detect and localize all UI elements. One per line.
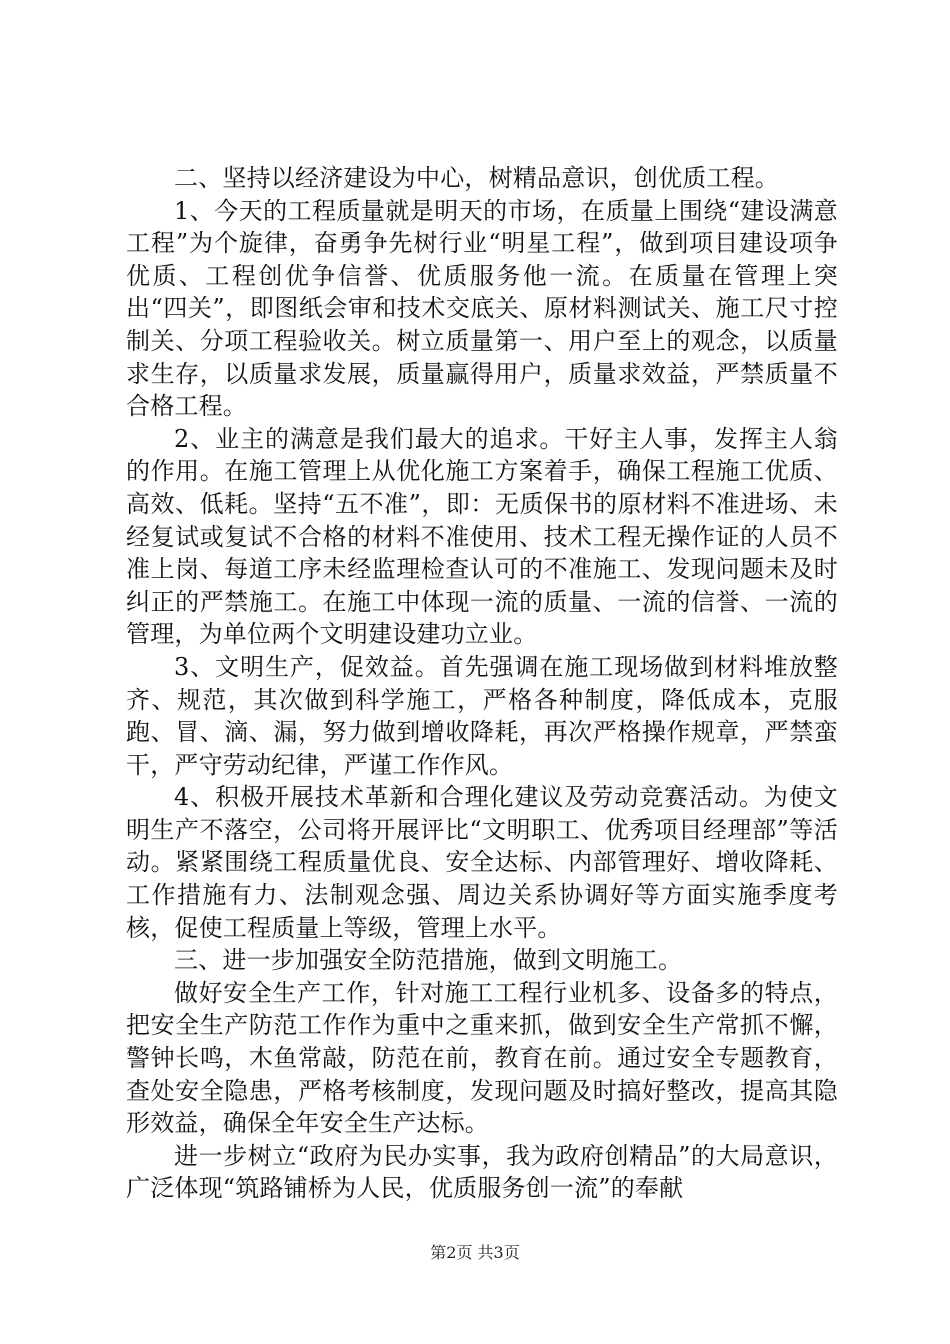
paragraph-item-1: 1、今天的工程质量就是明天的市场，在质量上围绕“建设满意工程”为个旋律，奋勇争先树行业“明星工程”，做到项目建设项争优质、工程创优争信誉、优质服务他一流。在质量在管理上突出“四关”，即图纸会审和技术交底关、原材料测试关、施工尺寸控制关、分项工程验收关。树立质量第一、用户至上的观念，以质量求生存，以质量求发展，质量赢得用户，质量求效益，严禁质量不合格工程。 — [126, 196, 838, 421]
paragraph-awareness: 进一步树立“政府为民办实事，我为政府创精品”的大局意识，广泛体现“筑路铺桥为人民，优质服务创一流”的奉献 — [126, 1141, 838, 1203]
document-body — [126, 162, 838, 1205]
page-number-footer: 第2页 共3页 — [430, 1243, 520, 1262]
paragraph-item-3: 3、文明生产，促效益。首先强调在施工现场做到材料堆放整齐、规范，其次做到科学施工，严格各种制度，降低成本，克服跑、冒、滴、漏，努力做到增收降耗，再次严格操作规章，严禁蛮干，严守劳动纪律，严谨工作作风。 — [126, 652, 838, 779]
section-heading-3: 三、进一步加强安全防范措施，做到文明施工。 — [174, 946, 683, 975]
section-heading-2: 二、坚持以经济建设为中心，树精品意识，创优质工程。 — [174, 164, 779, 192]
paragraph-safety: 做好安全生产工作，针对施工工程行业机多、设备多的特点，把安全生产防范工作作为重中之重来抓，做到安全生产常抓不懈，警钟长鸣，木鱼常敲，防范在前，教育在前。通过安全专题教育，查处安全隐患，严格考核制度，发现问题及时搞好整改，提高其隐形效益，确保全年安全生产达标。 — [126, 978, 838, 1138]
paragraph-item-2: 2、业主的满意是我们最大的追求。干好主人事，发挥主人翁的作用。在施工管理上从优化施工方案着手，确保工程施工优质、高效、低耗。坚持“五不准”，即：无质保书的原材料不准进场、未经复试或复试不合格的材料不准使用、技术工程无操作证的人员不准上岗、每道工序未经监理检查认可的不准施工、发现问题未及时纠正的严禁施工。在施工中体现一流的质量、一流的信誉、一流的管理，为单位两个文明建设建功立业。 — [126, 424, 838, 649]
paragraph-item-4: 4、积极开展技术革新和合理化建议及劳动竞赛活动。为使文明生产不落空，公司将开展评比“文明职工、优秀项目经理部”等活动。紧紧围绕工程质量优良、安全达标、内部管理好、增收降耗、工作措施有力、法制观念强、周边关系协调好等方面实施季度考核，促使工程质量上等级，管理上水平。 — [126, 783, 838, 942]
